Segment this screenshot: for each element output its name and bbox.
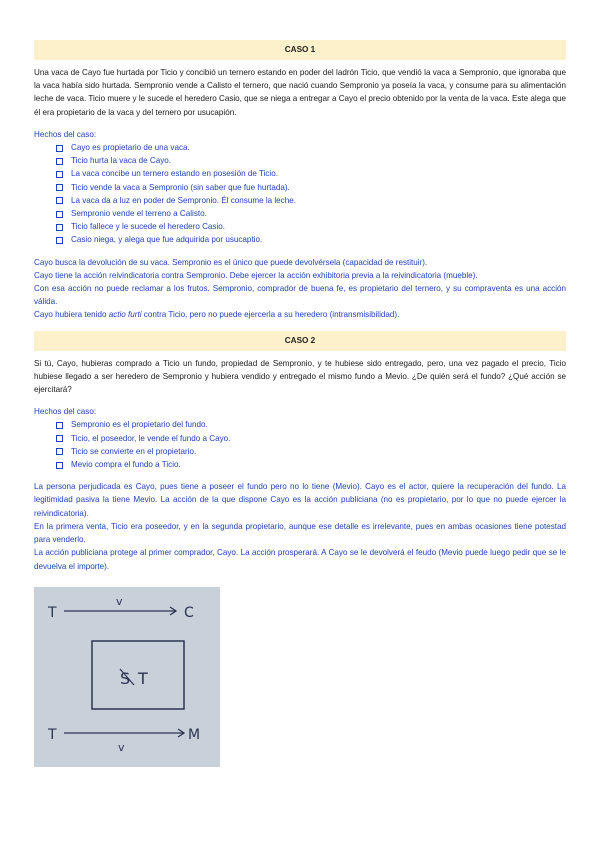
sketch-center-b: T <box>138 668 148 688</box>
caso1-analysis <box>34 256 566 322</box>
list-item: La vaca da a luz en poder de Sempronio. Él consume la leche. <box>56 194 566 207</box>
caso2-facts-title: Hechos del caso: <box>34 407 97 417</box>
handwritten-sketch <box>34 587 220 767</box>
caso2-facts-list <box>34 418 566 471</box>
latin-term: actio furti <box>108 310 142 320</box>
caso1-facts-title: Hechos del caso: <box>34 129 97 139</box>
caso2-title: CASO 2 <box>34 331 566 351</box>
caso2-statement: Si tú, Cayo, hubieras comprado a Ticio un fundo, propiedad de Sempronio, y te hubiese sido entregado, pero, una vez pagado el precio, Ticio hubiese llegado a ser heredero de Sempronio y hubiera vendido y entregado el mismo fundo a Mevio. ¿De quién será el fundo? ¿Qué acción se ejercitará? <box>34 358 566 395</box>
caso1-facts-list <box>34 141 566 247</box>
sketch-bottom-right: M <box>188 726 201 743</box>
list-item: Casio niega, y alega que fue adquirida por usucaptio. <box>56 233 566 246</box>
list-item: Ticio hurta la vaca de Cayo. <box>56 154 566 167</box>
sketch-top-left: T <box>48 604 57 621</box>
analysis-text: Cayo hubiera tenido <box>34 310 109 320</box>
sketch-drawing <box>34 587 220 767</box>
caso2-analysis <box>34 480 566 572</box>
caso1-statement: Una vaca de Cayo fue hurtada por Ticio y concibió un ternero estando en poder del ladrón Ticio, que vendió la vaca a Sempronio, que ignoraba que la vaca había sido hurtada. Sempronio vende a Calisto el ternero, que nació cuando Sempronio ya poseía la vaca, y consume para su alimentación leche de vaca. Ticio muere y le sucede el heredero Casio, que se niega a entregar a Cayo el precio obtenido por la venta de la vaca. Este alega que él era propietario de la vaca y del ternero por usucapión. <box>34 68 566 117</box>
list-item: Cayo es propietario de una vaca. <box>56 141 566 154</box>
analysis-paragraph: Con esa acción no puede reclamar a los frutos. Sempronio, comprador de buena fe, es propietario del ternero, y su compraventa es una acción válida. <box>34 284 566 307</box>
sketch-top-arrow-label: v <box>116 594 123 608</box>
analysis-paragraph: Cayo busca la devolución de su vaca. Sempronio es el único que puede devolvérsela (capacidad de restituir). <box>34 257 428 267</box>
list-item: Ticio vende la vaca a Sempronio (sin saber que fue hurtada). <box>56 181 566 194</box>
list-item: La vaca concibe un ternero estando en posesión de Ticio. <box>56 167 566 180</box>
sketch-center-a: S <box>120 668 131 688</box>
list-item: Ticio fallece y le sucede el heredero Casio. <box>56 220 566 233</box>
analysis-paragraph <box>34 308 566 321</box>
document-page <box>34 40 566 767</box>
analysis-paragraph: Cayo tiene la acción reivindicatoria contra Sempronio. Debe ejercer la acción exhibitoria previa a la reivindicatoria (mueble). <box>34 270 478 280</box>
analysis-text: contra Ticio, pero no puede ejercerla a su heredero (intransmisibilidad). <box>141 310 400 320</box>
sketch-bottom-arrow-label: v <box>118 740 125 754</box>
list-item: Sempronio es el propietario del fundo. <box>56 418 566 431</box>
analysis-paragraph: En la primera venta, Ticio era poseedor, y en la segunda propietario, aunque ese detalle es irrelevante, pues en ambas ocasiones tiene potestad para venderlo. <box>34 521 566 545</box>
list-item: Ticio, el poseedor, le vende el fundo a Cayo. <box>56 432 566 445</box>
analysis-paragraph: La persona perjudicada es Cayo, pues tiene a poseer el fundo pero no lo tiene (Mevio). Cayo es el actor, quiere la recuperación del fundo. La legitimidad pasiva la tiene Mevio. La acción de la que dispone Cayo es la acción publiciana (no es propietario, por lo que no puede ejercer la reivindicatoria). <box>34 482 566 518</box>
list-item: Ticio se convierte en el propietario. <box>56 445 566 458</box>
analysis-paragraph: La acción publiciana protege al primer comprador, Cayo. La acción prosperará. A Cayo se le devolverá el feudo (Mevio puede luego pedir que se le devuelva el importe). <box>34 548 566 571</box>
list-item: Mevio compra el fundo a Ticio. <box>56 458 566 471</box>
sketch-top-right: C <box>184 604 194 621</box>
list-item: Sempronio vende el terreno a Calisto. <box>56 207 566 220</box>
caso1-title: CASO 1 <box>34 40 566 60</box>
sketch-bottom-left: T <box>48 726 57 743</box>
